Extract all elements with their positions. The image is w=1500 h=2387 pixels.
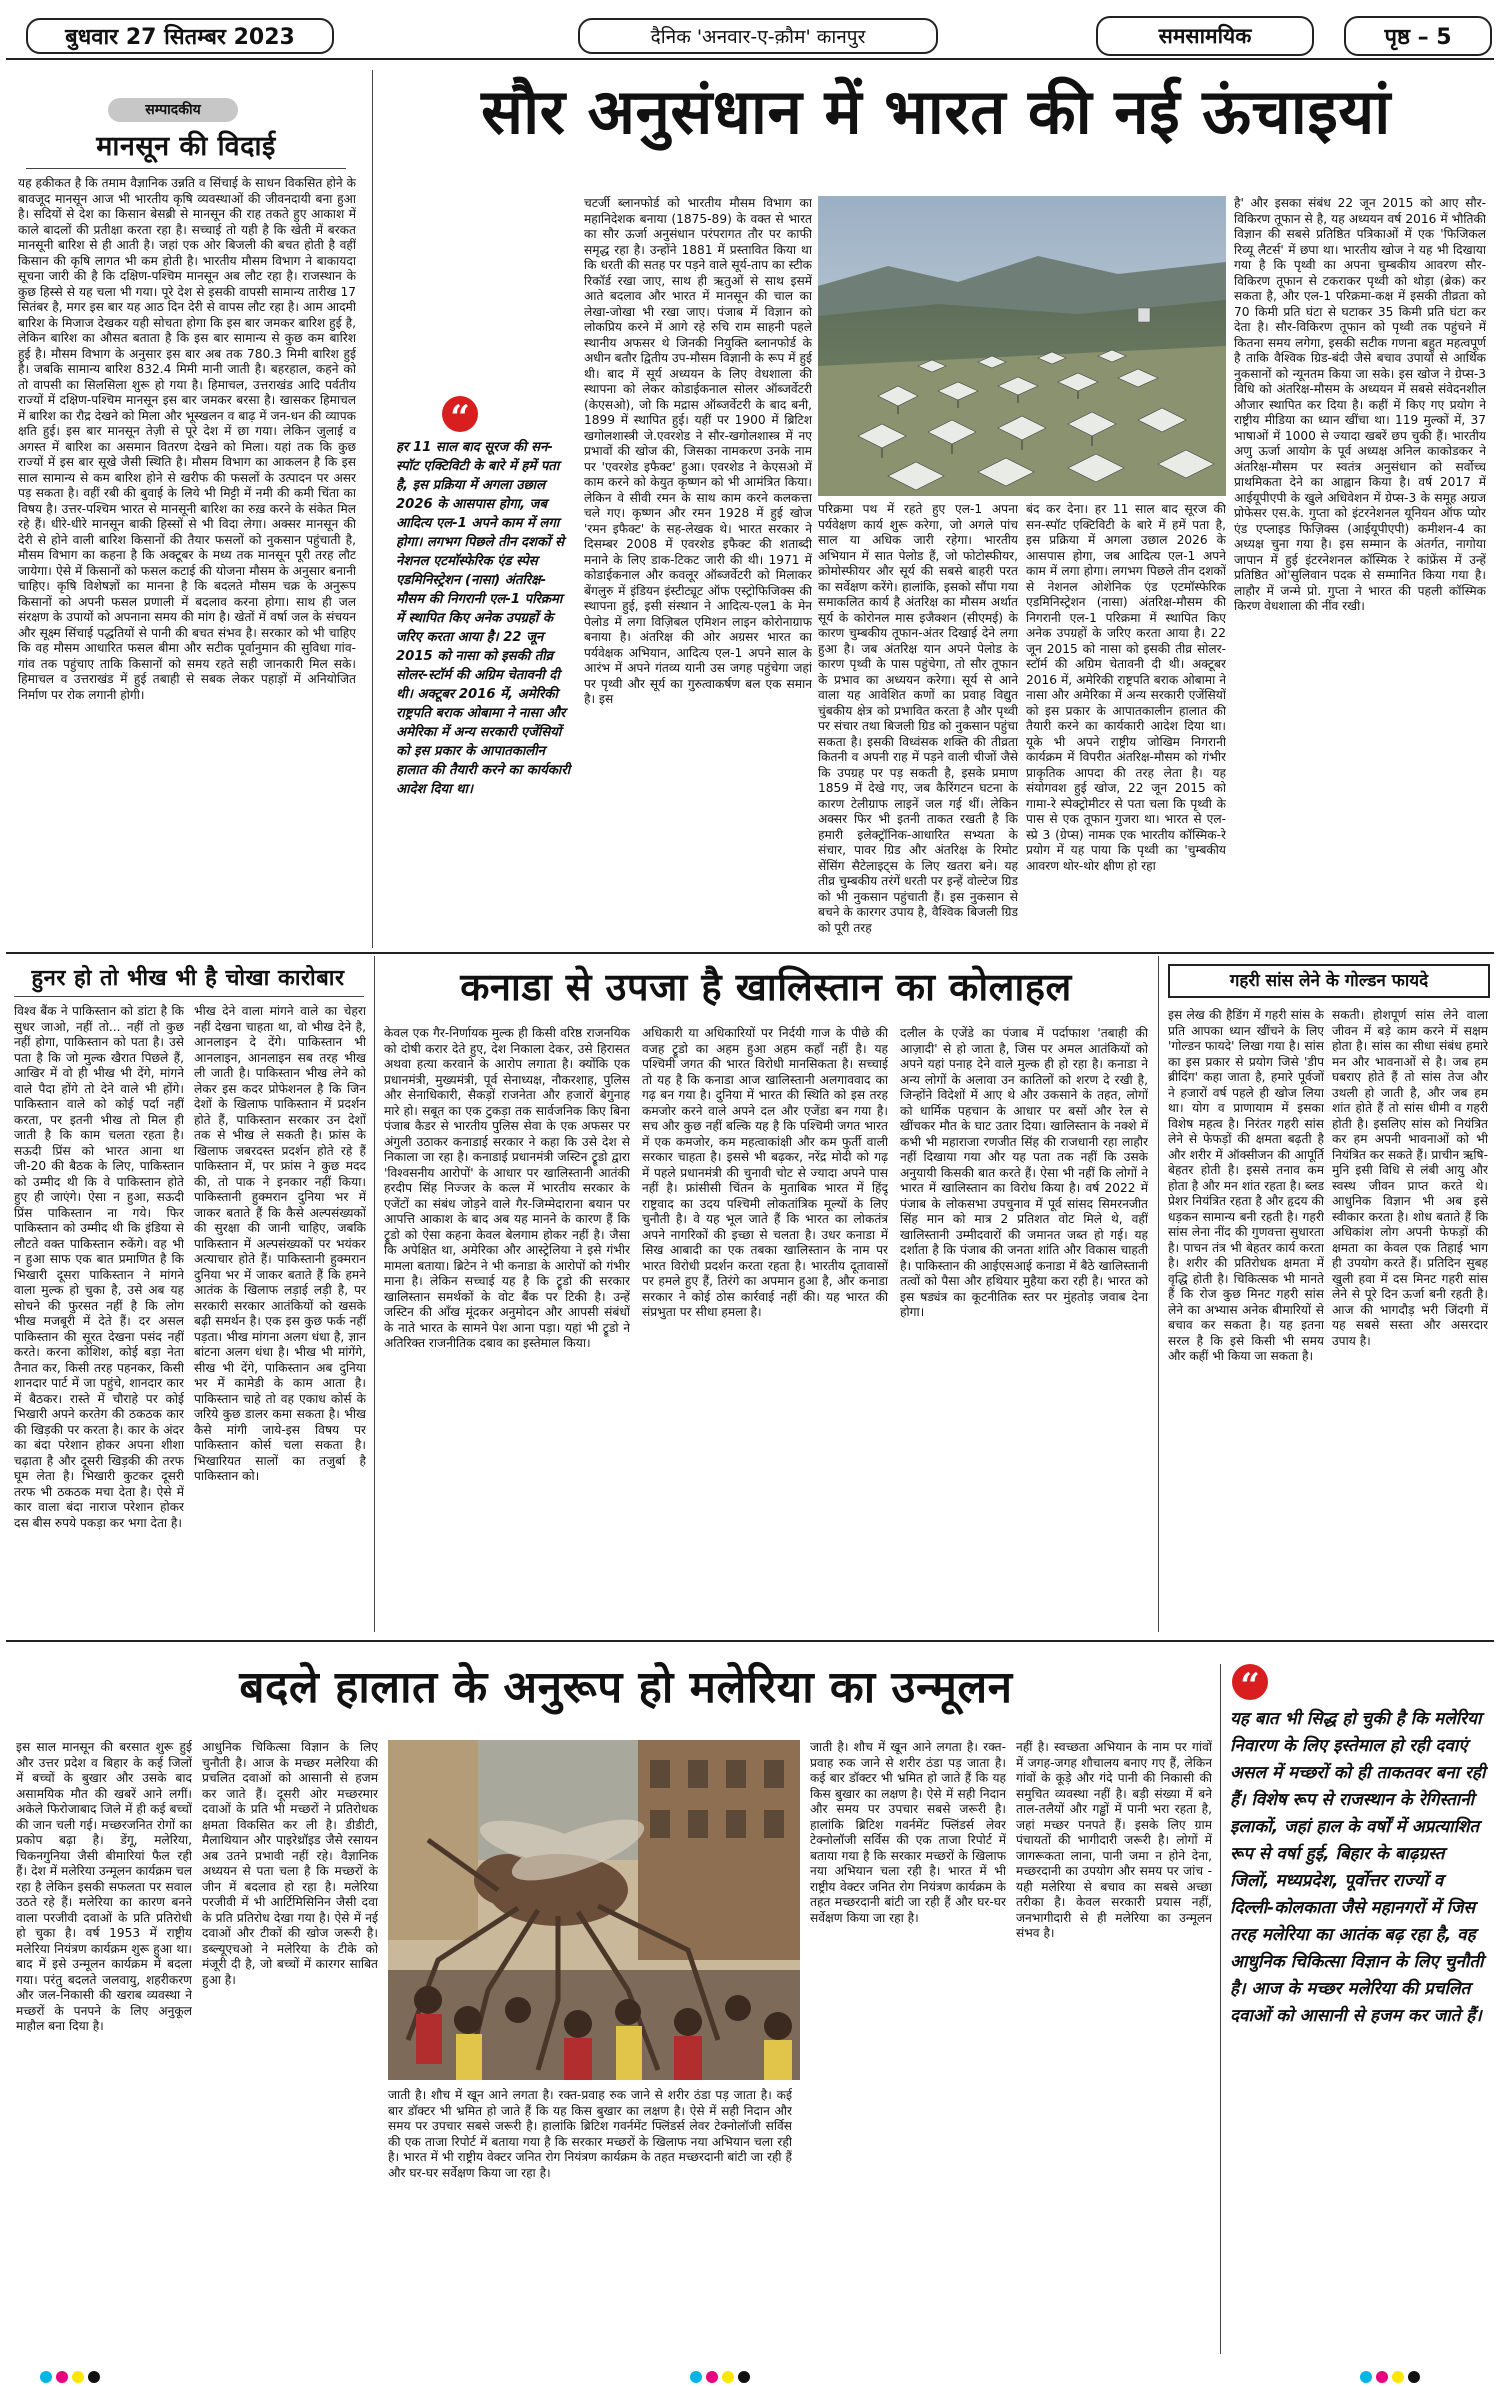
editorial bbox=[6, 70, 366, 950]
malaria-column-1: इस साल मानसून की बरसात शुरू हुई और उत्तर प्रदेश व बिहार के कई जिलों में बच्चों के बुखार और उसके बाद असामयिक मौत की खबरें आने लगीं। अकेले फिरोजाबाद जिले में ही कई बच्चों की जान चली गई। मच्छरजनित रोगों का प्रकोप बढ़ा है। डेंगू, मलेरिया, चिकनगुनिया जैसी बीमारियां फैल रही हैं। देश में मलेरिया उन्मूलन कार्यक्रम चल रहा है लेकिन इसकी सफलता पर सवाल उठते रहे हैं। मलेरिया का कारण बनने वाला परजीवी दवाओं के प्रति प्रतिरोधी हो चुका है। वर्ष 1953 में राष्ट्रीय मलेरिया नियंत्रण कार्यक्रम शुरू हुआ था। बाद में इसे उन्मूलन कार्यक्रम में बदला गया। परंतु बदलते जलवायु, शहरीकरण और जल-निकासी की खराब व्यवस्था ने मच्छरों के पनपने के लिए अनुकूल माहौल बना दिया है। bbox=[16, 1740, 192, 2033]
lead-column-2: परिक्रमा पथ में रहते हुए एल-1 अपना पर्यवेक्षण कार्य शुरू करेगा, जो अगले पांच साल या अधिक जारी रहेगा। भारतीय अभियान में सात पेलोड हैं, जो फोटोस्फीयर, क्रोमोस्फीयर और सूर्य की सबसे बाहरी परत का सर्वेक्षण करेंगे। हालांकि, इसको सौंपा गया समाकलित कार्य है अंतरिक्ष का मौसम अर्थात सूर्य के कोरोनल मास इजैक्शन (सीएमई) के कारण चुम्बकीय तूफान-अंतर दिखाई देने लगा हुआ है। जब अंतरिक्ष यान अपने पेलोड के कारण पृथ्वी के पास पहुंचेगा, तो सौर तूफान के प्रभाव का अध्ययन करेगा। सूर्य से आने वाला यह आवेशित कणों का प्रवाह विद्युत चुंबकीय क्षेत्र को प्रभावित करता है और पृथ्वी पर संचार तथा बिजली ग्रिड को नुकसान पहुंचा सकता है। इसकी विध्वंसक शक्ति की तीव्रता कितनी व अपनी राह में पड़ने वाली चीजों जैसे कि उपग्रह पर पड़ सकती है, इसके प्रमाण 1859 में देखे गए, जब कैरिंगटन घटना के कारण टेलीग्राफ लाइनें जल गई थीं। लेकिन अक्सर फिर भी इतनी ताकत रखती है कि हमारी इलेक्ट्रॉनिक-आधारित सभ्यता के संचार, पावर ग्रिड और अंतरिक्ष के रिमोट सेंसिंग सैटेलाइट्स के लिए खतरा बने। यह तीव्र चुम्बकीय तरंगें धरती पर इन्हें वोल्टेज ग्रिड को भी नुकसान पहुंचाती हैं। इस नुकसान से बचने के कारगर उपाय है, वैश्विक बिजली ग्रिड को पूरी तरह bbox=[818, 502, 1018, 935]
malaria-column-4: नहीं है। स्वच्छता अभियान के नाम पर गांवों में जगह-जगह शौचालय बनाए गए हैं, लेकिन गांवों के कूड़े और गंदे पानी की निकासी की समुचित व्यवस्था नहीं है। बड़ी संख्या में बने ताल-तलैयों और गड्ढों में पानी भरा रहता है, जहां मच्छर पनपते हैं। इसके लिए ग्राम पंचायतों की भागीदारी जरूरी है। लोगों में जागरूकता लाना, पानी जमा न होने देना, मच्छरदानी का उपयोग और समय पर जांच - यही मलेरिया से बचाव का सबसे अच्छा तरीका है। केवल सरकारी प्रयास नहीं, जनभागीदारी से ही मलेरिया का उन्मूलन संभव है। bbox=[1016, 1740, 1212, 1940]
color-registration-marks bbox=[40, 2368, 104, 2387]
masthead-rule bbox=[6, 58, 1494, 60]
lead-title: सौर अनुसंधान में भारत की नई ऊंचाइयां bbox=[481, 75, 1391, 148]
canada-column-1: केवल एक गैर-निर्णायक मुल्क ही किसी वरिष्ठ राजनयिक को दोषी करार देते हुए, देश निकाला देकर, उसे हिरासत अथवा हत्या करवाने के आरोप लगाता है। क्योंकि एक प्रधानमंत्री, मुख्यमंत्री, पूर्व सेनाध्यक्ष, नौकरशाह, पुलिस और सेनाधिकारी, सैकड़ों राजनेता और हजारों बेगुनाह मारे हो। सबूत का एक टुकड़ा तक सार्वजनिक किए बिना पंजाब कैडर से भारतीय पुलिस सेवा के एक अफसर पर अंगुली उठाकर कनाडाई सरकार ने कहा कि उसे देश से निकाला जा रहा है। कनाडाई प्रधानमंत्री जस्टिन ट्रूडो द्वारा 'विश्वसनीय आरोपों' के आधार पर खालिस्तानी आतंकी हरदीप सिंह निज्जर के कत्ल में भारतीय सरकार के एजेंटों का संबंध जोड़ने वाले गैर-जिम्मेदाराना बयान पर आपत्ति आकाश के बाद अब यह मानने के कारण हैं कि ट्रूडो को ऐसा कहना केवल बेलगाम होकर नहीं है। जैसा कि अपेक्षित था, अमेरिका और आस्ट्रेलिया ने इसे गंभीर मामला बताया। ब्रिटेन ने भी कनाडा के आरोपों को गंभीर माना है। लेकिन सच्चाई यह है कि ट्रूडो की सरकार खालिस्तान समर्थकों के वोट बैंक पर टिकी है। उन्हें जस्टिन की आँख मूंदकर अनुमोदन और आपसी संबंधों के नाते भारत के सामने पेश आना पड़ा। यहां भी ट्रूडो ने अतिरिक्त राजनीतिक दबाव का इस्तेमाल किया। bbox=[384, 1026, 630, 1350]
malaria-story bbox=[6, 1644, 1494, 2364]
masthead-paper: दैनिक 'अनवार-ए-क़ौम' कानपुर bbox=[578, 18, 938, 54]
malaria-column-3: जाती है। शौच में खून आने लगता है। रक्त-प्रवाह रुक जाने से शरीर ठंडा पड़ जाता है। कई बार डॉक्टर भी भ्रमित हो जाते हैं कि यह किस बुखार का लक्षण है। ऐसे में सही निदान और समय पर उपचार सबसे जरूरी है। हालांकि ब्रिटिश गवर्नमेंट फ्लिंडर्स लेवर टेक्नोलॉजी सर्विस की एक ताजा रिपोर्ट में बताया गया है कि सरकार मच्छरों के खिलाफ नया अभियान चला रही है। भारत में भी राष्ट्रीय वेक्टर जनित रोग नियंत्रण कार्यक्रम के तहत मच्छरदानी बांटी जा रही हैं और घर-घर सर्वेक्षण किया जा रहा है। bbox=[388, 2088, 792, 2180]
lead-column-1: चटर्जी ब्लानफोर्ड को भारतीय मौसम विभाग का महानिदेशक बनाया (1875-89) के वक्त से भारत का सौर ऊर्जा अनुसंधान परंपरागत तौर पर काफी समृद्ध रहा है। उन्होंने 1881 में प्रस्तावित किया था कि धरती की सतह पर पड़ने वाले सूर्य-ताप का स्टीक रिकॉर्ड रखा जाए, साथ ही ऋतुओं से साथ इसमें आते बदलाव और भारत में मानसून की चाल का लेखा-जोखा भी रखा जाए। पंजाब में विज्ञान को लोकप्रिय करने में आगे रहे रुचि राम साहनी पहले स्थानीय अफसर थे जिनकी नियुक्ति ब्लानफोर्ड के अधीन बतौर द्वितीय उप-मौसम विज्ञानी के रूप में हुई थी। बाद में सूर्य अध्ययन के लिए वेधशाला की स्थापना को लेकर कोडाईकनाल सोलर ऑब्जर्वेटरी (केएसओ), जो कि मद्रास ऑब्जर्वेटरी के बाद बनी, 1899 में स्थापित हुई। यहीं पर 1900 में ब्रिटिश खगोलशास्त्री जे.एवरशेड ने सौर-खगोलशास्त्र में नए प्रभावों की खोज की, जिसका नामकरण उनके नाम पर 'एवरशेड इफैक्ट' हुआ। एवरशेड ने केएसओ में काम करने को केयुत कृष्णन को भी आमंत्रित किया। लेकिन वे सीवी रमन के साथ काम करने कलकत्ता चले गए। कृष्णन और रमन 1928 में हुई खोज 'रमन इफैक्ट' के सह-लेखक थे। भारत सरकार ने दिसम्बर 2008 में एवरशेड इफैक्ट की शताब्दी मनाने के लिए डाक-टिकट जारी की थी। 1971 में कोडाईकनाल और कवलूर ऑब्जर्वेटरी को मिलाकर बेंगलुरु में इंडियन इंस्टीट्यूट ऑफ एस्ट्रोफिजिक्स की स्थापना हुई, इसी संस्थान ने आदित्य-एल1 के मेन पेलोड में लगा विज़िबल एमिशन लाइन कोरोनाग्राफ बनाया है। अंतरिक्ष की ओर अग्रसर भारत का पर्यवेक्षक अभियान, आदित्य एल-1 अपने साल के आरंभ में अपने गंतव्य यानी उस जगह पहुंचेगा जहां पर पृथ्वी और सूर्य का गुरुत्वाकर्षण बल एक समान है। इस bbox=[584, 196, 812, 706]
malaria-title: बदले हालात के अनुरूप हो मलेरिया का उन्मूलन bbox=[239, 1662, 1013, 1713]
section-rule bbox=[6, 952, 1494, 954]
lead-pull-quote: हर 11 साल बाद सूरज की सन-स्पॉट एक्टिविटी के बारे में हमें पता है, इस प्रक्रिया में अगला उछाल 2026 के आसपास होगा, जब आदित्य एल-1 अपने काम में लगा होगा। लगभग पिछले तीन दशकों से नेशनल एटमॉस्फेरिक एंड स्पेस एडमिनिस्ट्रेशन (नासा) अंतरिक्ष-मौसम की निगरानी एल-1 परिक्रमा में स्थापित किए अनेक उपग्रहों के जरिए करता आया है। 22 जून 2015 को नासा को इसकी तीव्र सोलर-स्टॉर्म की अग्रिम चेतावनी दी थी। अक्टूबर 2016 में, अमेरिकी राष्ट्रपति बराक ओबामा ने नासा और अमेरिका में अन्य सरकारी एजेंसियों को इस प्रकार के आपातकालीन हालात की तैयारी करने का कार्यकारी आदेश दिया था। bbox=[396, 440, 571, 797]
editorial-title-rule bbox=[26, 168, 346, 169]
quote-icon: “ bbox=[1232, 1664, 1268, 1700]
canada-title: कनाडा से उपजा है खालिस्तान का कोलाहल bbox=[460, 965, 1072, 1009]
canada-story bbox=[378, 956, 1154, 1636]
breathing-story bbox=[1162, 956, 1494, 1636]
lead-column-4: है' और इसका संबंध 22 जून 2015 को आए सौर-विकिरण तूफान से है, यह अध्ययन वर्ष 2016 में भौतिकी विज्ञान की सबसे प्रतिष्ठित पत्रिकाओं में एक 'फिजिकल रिव्यू लैटर्स' में छपा था। भारतीय खोज ने यह भी दिखाया गया है कि पृथ्वी का अपना चुम्बकीय आवरण सौर-विकिरण तूफान से टकराकर पृथ्वी को थोड़ा (ब्रेक) कर सकता है, और एल-1 परिक्रमा-कक्ष में इसकी तीव्रता को 70 किमी प्रति घंटा से घटाकर 35 किमी प्रति घंटा कर देता है। सौर-विकिरण तूफान को पृथ्वी तक पहुंचने में कितना समय लगेगा, इसकी सटीक गणना बहुत महत्वपूर्ण है ताकि वैश्विक ग्रिड-बंदी जैसे बचाव उपायों से आर्थिक नुकसानों को न्यूनतम किया जा सके। इस खोज ने ग्रेप्स-3 विधि को अंतरिक्ष-मौसम के अध्ययन में सबसे संवेदनशील औजार स्थापित कर दिया है। कहीं में किए गए प्रयोग ने राष्ट्रीय मीडिया का ध्यान खींचा था। 119 मुल्कों में, 37 भाषाओं में 1000 से ज्यादा खबरें छप चुकी हैं। भारतीय अणु ऊर्जा आयोग के पूर्व अध्यक्ष अनिल काकोडकर ने अंतरिक्ष-मौसम पर स्वतंत्र अनुसंधान को सर्वोच्च प्राथमिकता देने का आह्वान किया है। वर्ष 2017 में आईयूपीएपी के खुले अधिवेशन में ग्रेप्स-3 के समूह अग्रज प्रोफेसर एस.के. गुप्ता को इंटरनेशनल यूनियन ऑफ प्योर एंड एप्लाइड फिज़िक्स (आईयूपीएपी) कमीशन-4 का अध्यक्ष चुना गया है। इस सम्मान के अंतर्गत, नागोया जापान में हुई इंटरनेशनल कॉस्मिक रे कांफ्रेंस में उन्हें प्रतिष्ठित ओ'सुलिवान पदक से सम्मानित किया गया है। लाहौर में जन्मे प्रो. गुप्ता ने भारत की पहली कॉस्मिक किरण वेधशाला की नींव रखी। bbox=[1234, 196, 1486, 613]
malaria-column-2: आधुनिक चिकित्सा विज्ञान के लिए चुनौती है। आज के मच्छर मलेरिया की प्रचलित दवाओं को आसानी से हजम कर जाते हैं। दूसरी ओर मच्छरमार दवाओं के प्रति भी मच्छरों ने प्रतिरोधक क्षमता विकसित कर ली है। डीडीटी, मैलाथियान और पाइरेथ्रॉइड जैसे रसायन अब उतने प्रभावी नहीं रहे। वैज्ञानिक अध्ययन से पता चला है कि मच्छरों के जीन में बदलाव हो रहा है। मलेरिया परजीवी में भी आर्टिमिसिनिन जैसी दवा के प्रति प्रतिरोध देखा गया है। ऐसे में नई दवाओं और टीकों की खोज जरूरी है। डब्ल्यूएचओ ने मलेरिया के टीके को मंजूरी दी है, जो बच्चों में कारगर साबित हुआ है। bbox=[202, 1740, 378, 1987]
quote-icon: “ bbox=[442, 396, 478, 432]
mosquito-photo bbox=[388, 1740, 800, 2080]
hunar-story bbox=[6, 956, 372, 1636]
canada-column-3: दलील के एजेंडे का पंजाब में पर्दाफाश 'तबाही की आज़ादी' से हो जाता है, जिस पर अमल आतंकियों को अपने यहां पनाह देने वाले मुल्क ही हो रहा है। कनाडा ने अन्य लोगों के अलावा उन कातिलों को शरण दे रखी है, जिन्होंने विदेशों में आए थे और उकसाने के तहत, लोगों को धार्मिक पहचान के आधार पर बसों और रेल से खींचकर मौत के घाट उतार दिया। खालिस्तान के नक्शे में कभी भी महाराजा रणजीत सिंह की राजधानी रहा लाहौर नहीं दिखाया गया और यह पता तक नहीं कि उसके अनुयायी किसकी बात करते हैं। ऐसा भी नहीं कि लोगों ने भारत में खालिस्तान का विरोध किया है। वर्ष 2022 में पंजाब के लोकसभा उपचुनाव में पूर्व सांसद सिमरनजीत सिंह मान को मात्र 2 प्रतिशत वोट मिले थे, वहीं खालिस्तानी उम्मीदवारों की जमानत जब्त हो गई। यह दर्शाता है कि पंजाब की जनता शांति और विकास चाहती है। पाकिस्तान की आईएसआई कनाडा में बैठे खालिस्तानी तत्वों को पैसा और हथियार मुहैया करा रही है। भारत को इस षड्यंत्र का कूटनीतिक स्तर पर मुंहतोड़ जवाब देना होगा। bbox=[900, 1026, 1148, 1319]
lead-story bbox=[378, 66, 1494, 950]
color-registration-marks bbox=[690, 2368, 754, 2387]
breathing-column-2: सकती। होशपूर्ण सांस लेने वाला जीवन में बड़े काम करने में सक्षम होता है। सांस का सीधा संबंध हमारे मन और भावनाओं से है। जब हम घबराए होते हैं तो सांस तेज और उथली हो जाती है, और जब हम शांत होते हैं तो सांस धीमी व गहरी होती है। इसलिए सांस को नियंत्रित कर हम अपनी भावनाओं को भी नियंत्रित कर सकते हैं। प्राचीन ऋषि-मुनि इसी विधि से लंबी आयु और स्वस्थ जीवन प्राप्त करते थे। आधुनिक विज्ञान भी अब इसे स्वीकार करता है। शोध बताते हैं कि अधिकांश लोग अपनी फेफड़ों की क्षमता का केवल एक तिहाई भाग ही उपयोग करते हैं। प्रतिदिन सुबह खुली हवा में दस मिनट गहरी सांस लेने से पूरे दिन ऊर्जा बनी रहती है। आज की भागदौड़ भरी जिंदगी में यह सबसे सस्ता और असरदार उपाय है। bbox=[1332, 1008, 1488, 1348]
column-divider bbox=[1220, 1664, 1221, 2354]
breathing-title: गहरी सांस लेने के गोल्डन फायदे bbox=[1168, 964, 1490, 998]
column-divider bbox=[372, 70, 373, 948]
editorial-tag: सम्पादकीय bbox=[108, 98, 238, 122]
lead-column-3: बंद कर देना। हर 11 साल बाद सूरज की सन-स्पॉट एक्टिविटी के बारे में हमें पता है, इस प्रक्रिया में अगला उछाल 2026 के आसपास होगा, जब आदित्य एल-1 अपने काम में लगा होगा। लगभग पिछले तीन दशकों से नेशनल ओशेनिक एंड एटमॉस्फेरिक एडमिनिस्ट्रेशन (नासा) अंतरिक्ष-मौसम की निगरानी एल-1 परिक्रमा में स्थापित किए अनेक उपग्रहों के जरिए करता आया है। 22 जून 2015 को नासा को इसकी तीव्र सोलर-स्टॉर्म की अग्रिम चेतावनी दी थी। अक्टूबर 2016 में, अमेरिकी राष्ट्रपति बराक ओबामा ने नासा और अमेरिका में अन्य सरकारी एजेंसियों को इस प्रकार के आपातकालीन हालात की तैयारी करने का कार्यकारी आदेश दिया था। यूके भी अपने राष्ट्रीय जोखिम निगरानी कार्यक्रम में विपरीत अंतरिक्ष-मौसम को गंभीर प्राकृतिक आपदा की तरह लेता है। यह संयोगवश हुई खोज, 22 जून 2015 को गामा-रे स्पेक्ट्रोमीटर से पता चला कि पृथ्वी के पास से एक तूफान गुजरा था। भारत से एल-स्प्रे 3 (ग्रेप्स) नामक एक भारतीय कॉस्मिक-रे प्रयोग में यह पाया कि पृथ्वी का 'चुम्बकीय आवरण थोर-थोर क्षीण हो रहा bbox=[1026, 502, 1226, 873]
column-divider bbox=[1158, 956, 1159, 1632]
masthead bbox=[6, 6, 1494, 62]
hunar-column-1: विश्व बैंक ने पाकिस्तान को डांटा है कि सुधर जाओ, नहीं तो... नहीं तो कुछ नहीं होगा, पाकिस्तान को पता है। उसे पता है कि जो मुल्क खैरात पिछले हैं, आखिर में वो ही भीख भी देंगे, मांगने वाले पैदा होंगे तो देने वाले भी होंगे। पाकिस्तान वाले को कोई पर्दा नहीं करता, पर इतनी भीख तो मिल ही जाती है कि काम चलता रहता है। सऊदी प्रिंस को भारत आना था जी-20 की बैठक के लिए, पाकिस्तान को उम्मीद थी कि वे पाकिस्तान होते हुए ही जाएंगे। ऐसा न हुआ, सऊदी प्रिंस पाकिस्तान ना गये। फिर पाकिस्तान को उम्मीद थी कि इंडिया से लौटते वक्त पाकिस्तान रुकेंगे। वह भी न हुआ साफ एक बात प्रमाणित है कि भिखारी दूसरा पाकिस्तान ने मांगने वाला मुल्क हो चुका है, उसे अब यह सोचने की फुरसत नहीं है कि लोग भीख मजबूरी में देते हैं। दर असल पाकिस्तान की सूरत देखना पसंद नहीं करते। करना कोशिश, कोई बड़ा नेता तैनात कर, किसी तरह पहनकर, किसी शानदार पार्ट में जा पहुंचे, शानदार कार में बैठकर। रास्ते में चौराहे पर कोई भिखारी अपने करतेग की ठकठक कार की खिड़की पर करता है। कार के अंदर का बंदा परेशान होकर अपना शीशा चढ़ाता है और दूसरी खिड़की की तरफ घूम लेता है। भिखारी कुटकर दूसरी तरफ भी ठकठक मचा देता है। ऐसे में कार वाला बंदा नाराज परेशान होकर दस बीस रुपये पकड़ा कर भगा देता है। bbox=[14, 1004, 184, 1530]
canada-column-2: अधिकारी या अधिकारियों पर निर्दयी गाज के पीछे की वजह ट्रूडो का अहम हुआ अहम कहाँ नहीं है। यह पश्चिमी जगत की भारत विरोधी मानसिकता है। सच्चाई तो यह है कि कनाडा आज खालिस्तानी अलगाववाद का गढ़ बन गया है। दुनिया में भारत की स्थिति को इस तरह कमजोर करने वाले अपने दल और एजेंडा बन गया है। सच और कुछ नहीं बल्कि यह है कि पश्चिमी जगत भारत में एक कमजोर, कम महत्वाकांक्षी और कम फुर्ती वाली सरकार चाहता है। इससे भी बढ़कर, नरेंद्र मोदी को गढ़ में पहले प्रधानमंत्री की चुनावी चोट से ज्यादा अपने पास नहीं है। फ्रांसीसी चिंतन के मुताबिक भारत में हिंदू राष्ट्रवाद का उदय पश्चिमी लोकतांत्रिक मूल्यों के लिए चुनौती है। वे यह भूल जाते हैं कि भारत का लोकतंत्र अपने नागरिकों की इच्छा से चलता है। उधर कनाडा में सिख आबादी का एक तबका खालिस्तान के नाम पर भारत विरोधी प्रदर्शन करता रहता है। भारतीय दूतावासों पर हमले हुए हैं, तिरंगे का अपमान हुआ है, और कनाडा सरकार ने कोई ठोस कार्रवाई नहीं की। यह भारत की संप्रभुता पर सीधा हमला है। bbox=[642, 1026, 888, 1319]
masthead-section: समसामयिक bbox=[1096, 16, 1314, 56]
masthead-page: पृष्ठ – 5 bbox=[1344, 16, 1492, 56]
color-registration-marks bbox=[1360, 2368, 1424, 2387]
hunar-title-rule bbox=[14, 996, 364, 997]
editorial-title: मानसून की विदाई bbox=[96, 131, 276, 162]
malaria-column-3b: जाती है। शौच में खून आने लगता है। रक्त-प्रवाह रुक जाने से शरीर ठंडा पड़ जाता है। कई बार डॉक्टर भी भ्रमित हो जाते हैं कि यह किस बुखार का लक्षण है। ऐसे में सही निदान और समय पर उपचार सबसे जरूरी है। हालांकि ब्रिटिश गवर्नमेंट फ्लिंडर्स लेवर टेक्नोलॉजी सर्विस की एक ताजा रिपोर्ट में बताया गया है कि सरकार मच्छरों के खिलाफ नया अभियान चला रही है। भारत में भी राष्ट्रीय वेक्टर जनित रोग नियंत्रण कार्यक्रम के तहत मच्छरदानी बांटी जा रही हैं और घर-घर सर्वेक्षण किया जा रहा है। bbox=[810, 1740, 1006, 1925]
malaria-pull-quote: यह बात भी सिद्ध हो चुकी है कि मलेरिया निवारण के लिए इस्तेमाल हो रही दवाएं असल में मच्छरों को ही ताकतवर बना रही हैं। विशेष रूप से राजस्थान के रेगिस्तानी इलाकों, जहां हाल के वर्षों में अप्रत्याशित रूप से वर्षा हुई, बिहार के बाढ़ग्रस्त जिलों, मध्यप्रदेश, पूर्वोत्तर राज्यों व दिल्ली-कोलकाता जैसे महानगरों में जिस तरह मलेरिया का आतंक बढ़ रहा है, वह आधुनिक चिकित्सा विज्ञान के लिए चुनौती है। आज के मच्छर मलेरिया की प्रचलित दवाओं को आसानी से हजम कर जाते हैं। bbox=[1230, 1709, 1486, 2026]
solar-panel-photo bbox=[818, 196, 1226, 496]
section-rule bbox=[6, 1640, 1494, 1642]
masthead-date: बुधवार 27 सितम्बर 2023 bbox=[26, 18, 334, 54]
hunar-title: हुनर हो तो भीख भी है चोखा कारोबार bbox=[31, 966, 345, 991]
editorial-body: यह हकीकत है कि तमाम वैज्ञानिक उन्नति व सिंचाई के साधन विकसित होने के बावजूद मानसून आज भी भारतीय कृषि व्यवस्थाओं की जीवनदायी बना हुआ है। सदियों से देश का किसान बेसब्री से मानसून की राह तकते हुए आकाश में काले बादलों की प्रतीक्षा करता रहा है। सच्चाई तो यही है कि खेती में बरकत मानसूनी बारिश से ही आती है। जहां एक ओर बिजली की बचत होती है वहीं किसान की कृषि लागत भी कम होती है। भारतीय मौसम विभाग ने बाकायदा सूचना जारी की है कि दक्षिण-पश्चिम मानसून अब लौट रहा है। राजस्थान के कुछ हिस्से से यह चला भी गया। पूरे देश से इसकी वापसी सामान्य तारीख 17 सितंबर है, मगर इस बार यह आठ दिन देरी से वापस लौट रहा है। आम आदमी बारिश के मिजाज देखकर यही सोचता होगा कि इस बार जमकर बारिश हुई है, लेकिन बारिश का औसत बताता है कि इस बार सामान्य से कुछ कम बारिश हुई है। मौसम विभाग के अनुसार इस बार अब तक 780.3 मिमी बारिश हुई है। जबकि सामान्य बारिश 832.4 मिमी मानी जाती है। बहरहाल, कहने को तो वापसी का सिलसिला शुरू हो गया है। हिमाचल, उत्तराखंड आदि पर्वतीय राज्यों में दक्षिण-पश्चिम मानसून इस बार जमकर बरसा है। खासकर हिमाचल में बारिश का रौद्र देखने को मिला और भूस्खलन व बाढ़ में जन-धन की व्यापक क्षति हुई। इस बार मानसून तेज़ी से पूरे देश में छा गया। लेकिन जुलाई व अगस्त में बारिश का असमान वितरण देखने को मिला। यहां तक कि कुछ राज्यों में इस बार सूखे जैसी स्थिति है। मौसम विभाग का आकलन है कि इस साल सामान्य से कम बारिश होने से खरीफ की फसलों के उत्पादन पर असर पड़ सकता है। वहीं रबी की बुवाई के लिये भी मिट्टी में नमी की कमी चिंता का विषय है। उत्तर-पश्चिम भारत से मानसूनी बारिश का रुख़ करने के संकेत मिल रहे हैं। धीरे-धीरे मानसून बाकी हिस्सों से भी विदा लेगा। अक्सर मानसून की देरी से होने वाली बारिश किसानों की तैयार फसलों को नुकसान पहुंचाती है, मौसम विभाग का कहना है कि अक्टूबर के मध्य तक मानसून पूरी तरह लौट जायेगा। ऐसे में किसानों को फसल कटाई की योजना मौसम के अनुसार बनानी चाहिए। कृषि विशेषज्ञों का मानना है कि बदलते मौसम चक्र के अनुरूप किसानों को अपनी फसल प्रणाली में बदलाव करना होगा। साथ ही जल संरक्षण के उपायों को अपनाना समय की मांग है। खेतों में वर्षा जल के संचयन और सूक्ष्म सिंचाई पद्धतियों से पानी की बचत संभव है। सरकार को भी चाहिए कि वह मौसम आधारित फसल बीमा और सटीक पूर्वानुमान की सुविधा गांव-गांव तक पहुंचाए ताकि किसानों को समय रहते सही जानकारी मिल सके। हिमाचल व उत्तराखंड में हुई तबाही से सबक लेकर पहाड़ों में अनियोजित निर्माण पर रोक लगानी होगी। bbox=[18, 176, 356, 702]
column-divider bbox=[374, 956, 375, 1632]
hunar-column-2: भीख देने वाला मांगने वाले का चेहरा नहीं देखना चाहता था, वो भीख देने है, आनलाइन दे देंगे। पाकिस्तान भी आनलाइन, आनलाइन सब तरह भीख ली जाती है। पाकिस्तान भीख लेने को लेकर इस कदर प्रोफेशनल है कि जिन देशों के खिलाफ पाकिस्तान में प्रदर्शन होते हैं, पाकिस्तान सरकार उन देशों तक से भीख ले सकती है। फ्रांस के खिलाफ जबरदस्त प्रदर्शन होते रहे हैं पाकिस्तान में, पर फ्रांस ने कुछ मदद की, तो पाक ने इनकार नहीं किया। पाकिस्तानी हुक्मरान दुनिया भर में जाकर बताते हैं कि कैसे अल्पसंख्यकों की सुरक्षा की जानी चाहिए, जबकि पाकिस्तान में अल्पसंख्यकों पर भयंकर अत्याचार होते हैं। पाकिस्तानी हुक्मरान दुनिया भर में जाकर बताते हैं कि हमने आतंक के खिलाफ लड़ाई लड़ी है, पर सरकारी सरकार आतंकियों को खसके बढ़ी समर्थन है। एक इस कुछ फर्क नहीं पड़ता। भीख मांगना अलग धंधा है, ज्ञान बांटना अलग धंधा है। भीख भी मांगेंगे, सीख भी देंगे, पाकिस्तान अब दुनिया भर में कामेडी के काम आता है। पाकिस्तान चाहे तो वह एकाध कोर्स के जरिये कुछ डालर कमा सकता है। भीख कैसे मांगी जाये-इस विषय पर पाकिस्तान कोर्स चला सकता है। भिखारियत सालों का तजुर्बा है पाकिस्तान को। bbox=[194, 1004, 366, 1483]
breathing-column-1: इस लेख की हैडिंग में गहरी सांस के प्रति आपका ध्यान खींचने के लिए 'गोल्डन फायदे' लिखा गया है। सांस का इस प्रकार से प्रयोग जिसे 'डीप ब्रीदिंग' कहा जाता है, हमारे पूर्वजों ने हजारों वर्ष पहले ही खोज लिया था। योग व प्राणायाम में इसका विशेष महत्व है। निरंतर गहरी सांस लेने से फेफड़ों की क्षमता बढ़ती है और शरीर में ऑक्सीजन की आपूर्ति बेहतर होती है। इससे तनाव कम होता है और मन शांत रहता है। ब्लड प्रेशर नियंत्रित रहता है और हृदय की धड़कन सामान्य बनी रहती है। गहरी सांस लेना नींद की गुणवत्ता सुधारता है। पाचन तंत्र भी बेहतर कार्य करता है। शरीर की प्रतिरोधक क्षमता में वृद्धि होती है। चिकित्सक भी मानते हैं कि रोज कुछ मिनट गहरी सांस लेने का अभ्यास अनेक बीमारियों से बचाव कर सकता है। यह इतना सरल है कि इसे किसी भी समय और कहीं भी किया जा सकता है। bbox=[1168, 1008, 1324, 1363]
